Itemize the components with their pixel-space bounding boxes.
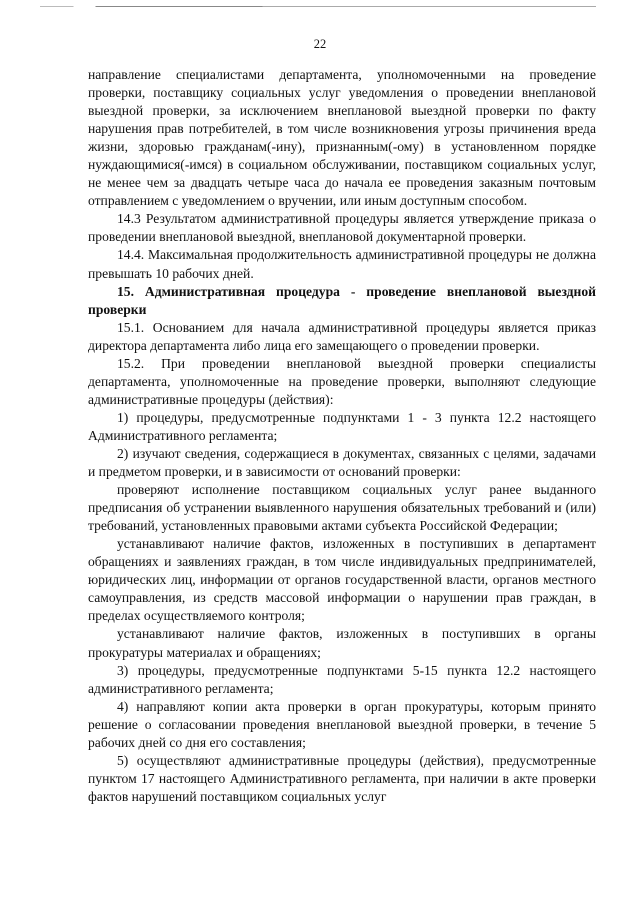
paragraph: 15.1. Основанием для начала административной процедуры является приказ директора департамента либо лица его замещающего о проведении проверки. (88, 319, 596, 353)
paragraph: 14.4. Максимальная продолжительность административной процедуры не должна превышать 10 рабочих дней. (88, 247, 596, 281)
list-item: 4) направляют копии акта проверки в орган прокуратуры, которым принято решение о согласовании проведения внеплановой выездной проверки, в течение 5 рабочих дней со дня его составления; (88, 698, 596, 750)
paragraph: направление специалистами департамента, уполномоченными на проведение проверки, поставщику социальных услуг уведомления о проведении внеплановой выездной проверки, за исключением внеплановой выездной проверки по факту нарушения прав потребителей, в том числе возникновения угрозы причинения вреда жизни, здоровью гражданам(-ину), признанным(-ому) в установленном порядке нуждающимися(-имся) в социальном обслуживании, поставщиком социальных услуг, не менее чем за двадцать четыре часа до начала ее проведения заказным почтовым отправлением с уведомлением о вручении, или иным доступным способом. (88, 67, 596, 209)
paragraph: устанавливают наличие фактов, изложенных в поступивших в департамент обращениях и заявлениях граждан, в том числе индивидуальных предпринимателей, юридических лиц, информации от органов государственной власти, органов местного самоуправления, из средств массовой информации о нарушении прав граждан, в пределах осуществляемого контроля; (88, 536, 596, 624)
paragraph: 15.2. При проведении внеплановой выездной проверки специалисты департамента, уполномоченные на проведение проверки, выполняют следующие административные процедуры (действия): (88, 355, 596, 407)
paragraph: проверяют исполнение поставщиком социальных услуг ранее выданного предписания об устранении выявленного нарушения обязательных требований и (или) требований, установленных правовыми актами субъекта Российской Федерации; (88, 482, 596, 534)
list-item: 2) изучают сведения, содержащиеся в документах, связанных с целями, задачами и предметом проверки, и в зависимости от оснований проверки: (88, 445, 596, 480)
list-item: 1) процедуры, предусмотренные подпунктами 1 - 3 пункта 12.2 настоящего Административного регламента; (88, 409, 596, 443)
list-item: 3) процедуры, предусмотренные подпунктами 5-15 пункта 12.2 настоящего административного регламента; (88, 662, 596, 696)
paragraph: устанавливают наличие фактов, изложенных в поступивших в органы прокуратуры материалах и обращениях; (88, 626, 596, 660)
scan-edge-line (40, 6, 596, 7)
section-heading: 15. Административная процедура - проведение внеплановой выездной проверки (88, 283, 596, 317)
page-number: 22 (313, 37, 327, 51)
paragraph: 14.3 Результатом административной процедуры является утверждение приказа о проведении внеплановой выездной, внеплановой документарной проверки. (88, 211, 596, 245)
document-body (88, 66, 596, 806)
list-item: 5) осуществляют административные процедуры (действия), предусмотренные пунктом 17 настоящего Административного регламента, при наличии в акте проверки фактов нарушений поставщиком социальных услуг (88, 752, 596, 804)
